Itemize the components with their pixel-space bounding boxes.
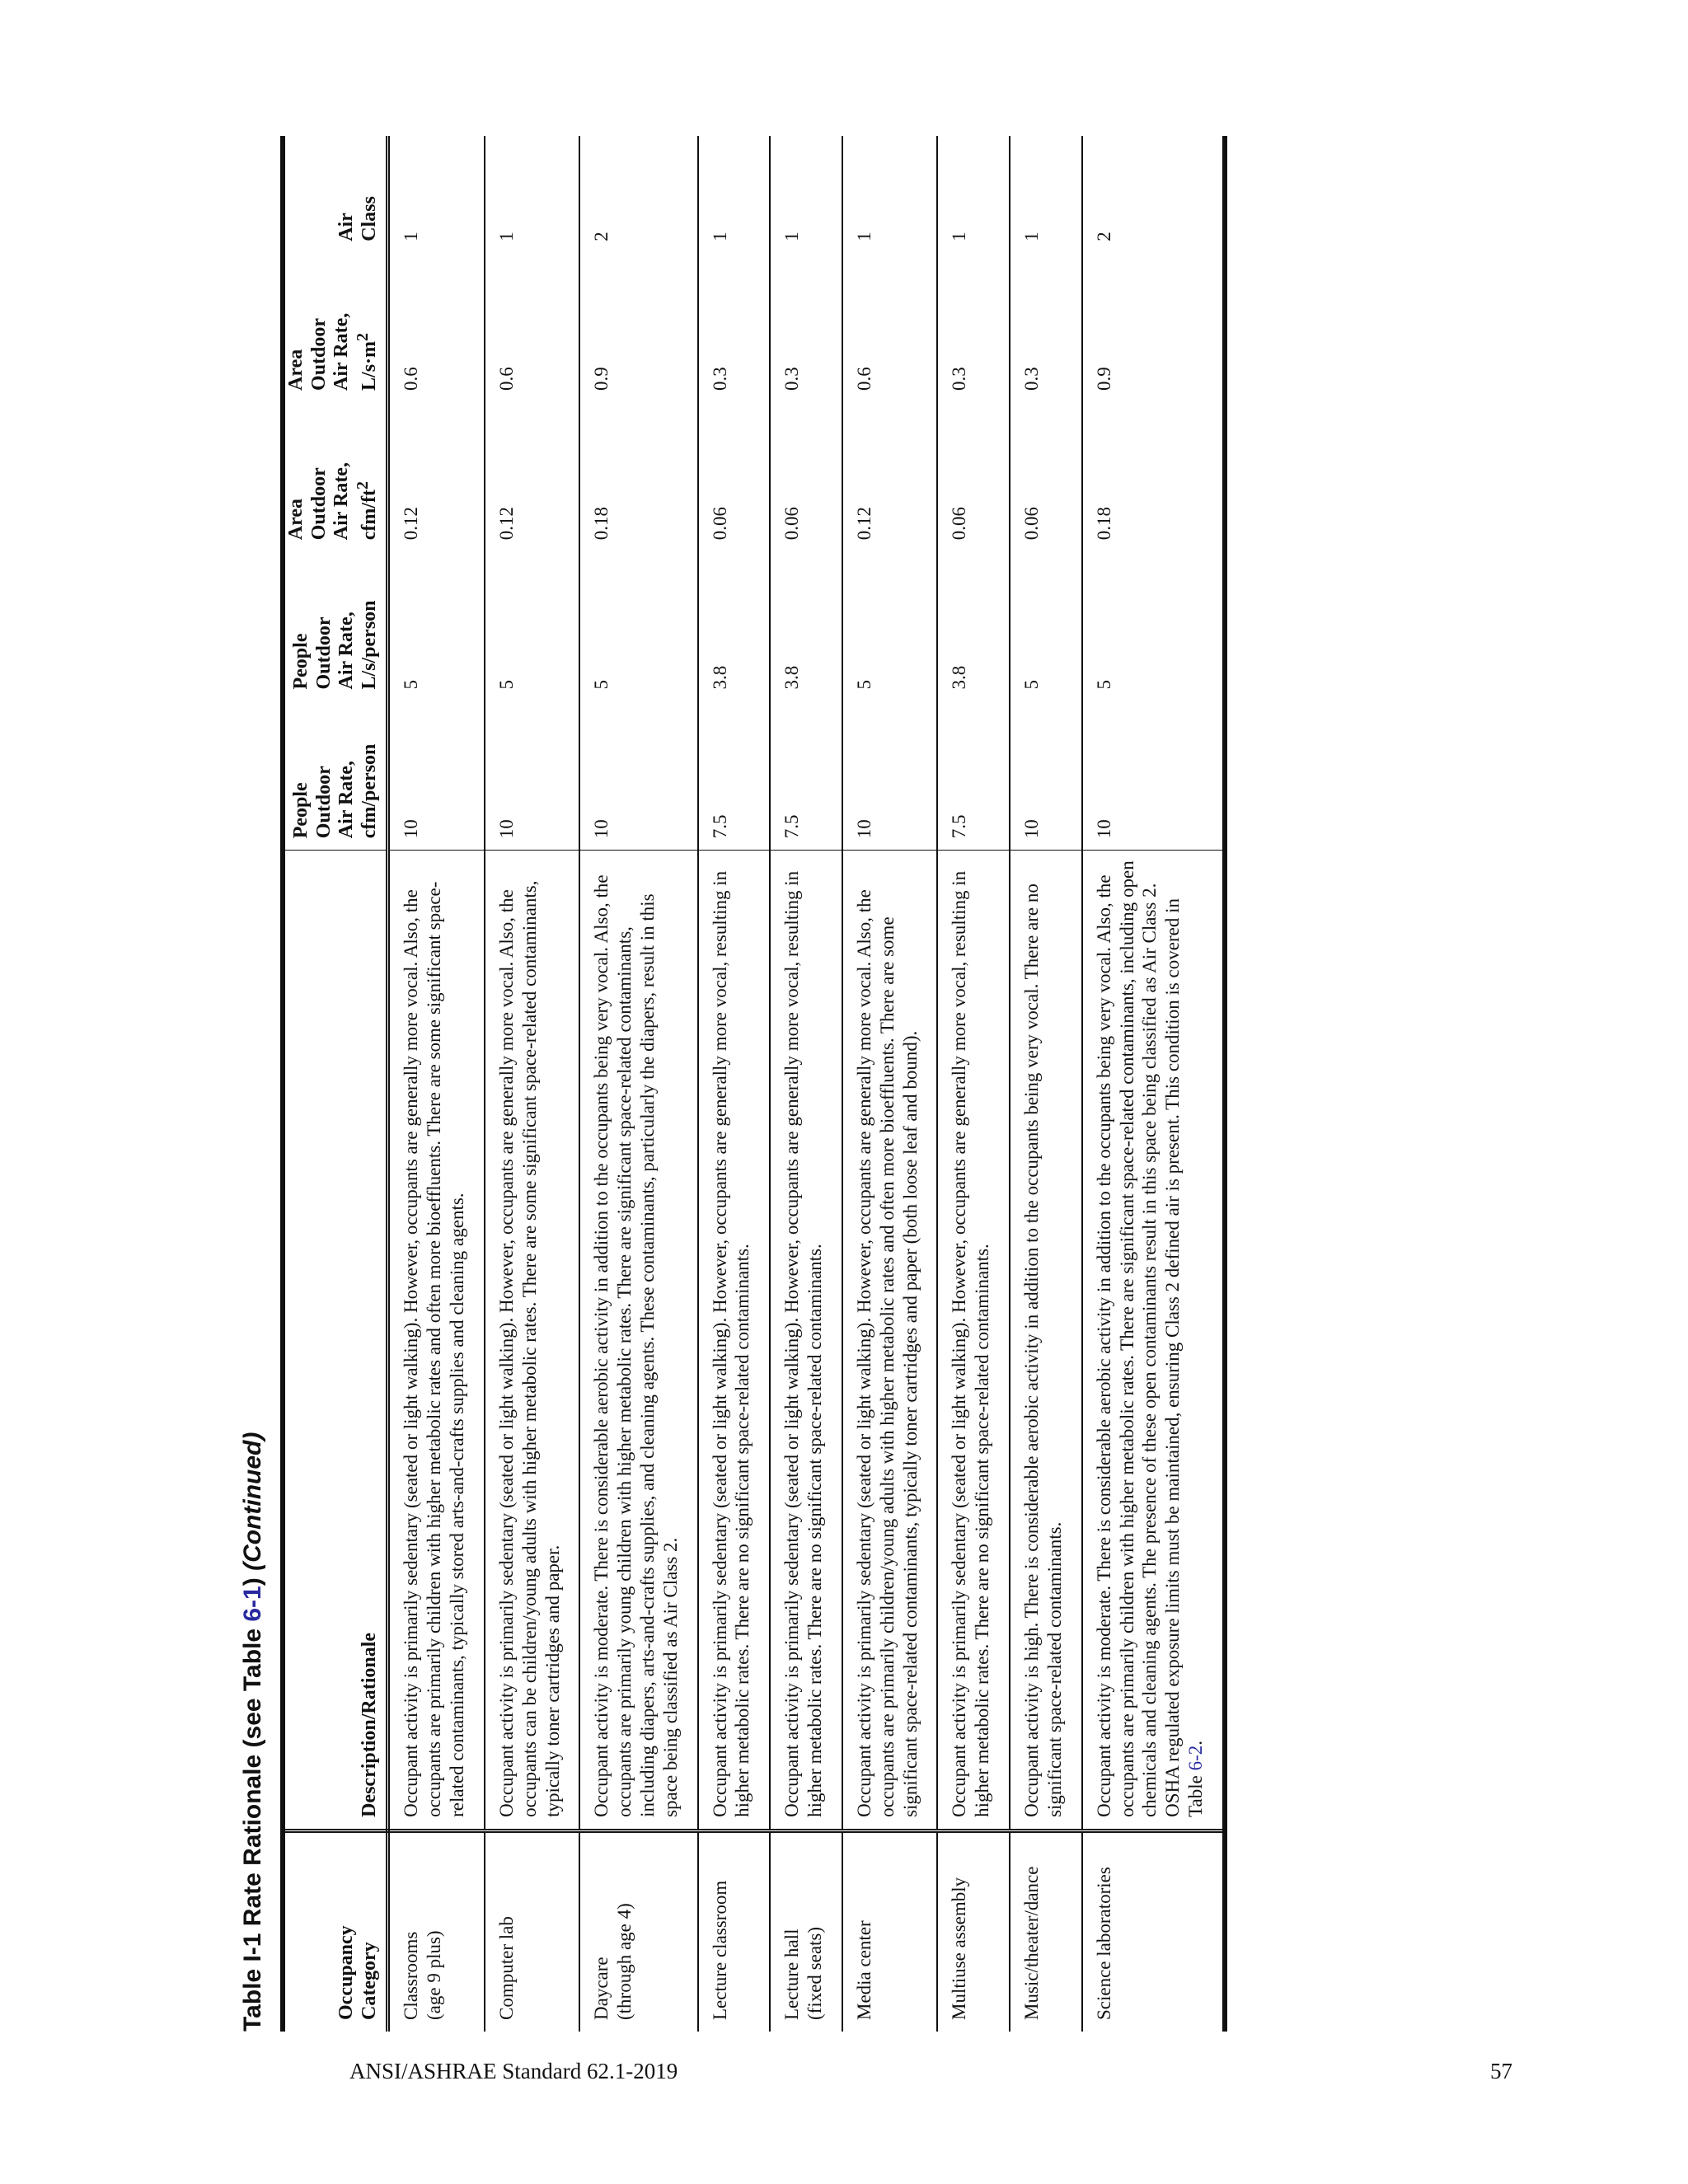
table-title (239, 1432, 267, 2032)
description-cell: Occupant activity is primarily sedentary (seated or light walking). However, occupants are generally more vocal. Also, the occupants can be children/young adults with higher metabolic rates. There are some significant space-related contaminants, typically toner cartridges and paper. (485, 851, 579, 1831)
people-ls-cell: 3.8 (781, 665, 803, 690)
people-cfm-cell: 10 (495, 819, 517, 839)
occupancy-category-cell: Multiuse assembly (937, 1830, 1010, 2032)
occupancy-category-cell: Lecture classroom (698, 1830, 771, 2032)
description-cell: Occupant activity is primarily sedentary (seated or light walking). However, occupants are generally more vocal, resulting in higher metabolic rates. There are no significant space-related contaminants. (770, 851, 842, 1831)
area-ls-cell: 0.6 (401, 367, 422, 391)
people-ls-cell: 5 (401, 680, 422, 690)
people-ls-cell: 5 (591, 680, 612, 690)
people-ls-cell: 5 (495, 680, 517, 690)
people-cfm-cell: 7.5 (949, 814, 970, 839)
people-cfm-cell: 10 (591, 819, 612, 839)
table-title-close: ) (239, 1577, 266, 1586)
area-cfm-cell: 0.12 (495, 506, 517, 541)
table-row-lecture-classroom (698, 136, 771, 2032)
page-number: 57 (1490, 2059, 1512, 2083)
occupancy-category-cell: Computer lab (485, 1830, 579, 2032)
people-ls-cell: 5 (1021, 680, 1043, 690)
occupancy-category-cell: Music/theater/dance (1010, 1830, 1082, 2032)
area-ls-cell: 0.3 (709, 367, 730, 391)
occupancy-category-cell: Science laboratories (1082, 1830, 1225, 2032)
table-row-multiuse-assembly (937, 136, 1010, 2032)
area-cfm-cell: 0.18 (591, 506, 612, 541)
area-cfm-cell: 0.06 (709, 506, 730, 541)
header-people-cfm: People Outdoor Air Rate, cfm/person (283, 701, 388, 851)
air-class-cell: 1 (949, 232, 970, 241)
description-cell: Occupant activity is primarily sedentary (seated or light walking). However, occupants are generally more vocal, resulting in higher metabolic rates. There are no significant space-related contaminants. (937, 851, 1010, 1831)
table-row-music-theater-dance (1010, 136, 1082, 2032)
air-class-cell: 1 (709, 232, 730, 241)
area-ls-cell: 0.3 (1021, 367, 1043, 391)
area-cfm-cell: 0.06 (781, 506, 803, 541)
air-class-cell: 1 (781, 232, 803, 241)
air-class-cell: 1 (401, 232, 422, 241)
table-6-1-link[interactable]: 6-1 (239, 1586, 266, 1622)
occupancy-category-cell: Lecture hall (fixed seats) (770, 1830, 842, 2032)
description-cell: Occupant activity is primarily sedentary (seated or light walking). However, occupants are generally more vocal, resulting in higher metabolic rates. There are no significant space-related contaminants. (698, 851, 771, 1831)
people-ls-cell: 3.8 (709, 665, 730, 690)
footer-standard-name: ANSI/ASHRAE Standard 62.1-2019 (349, 2059, 678, 2083)
description-cell: Occupant activity is moderate. There is considerable aerobic activity in addition to the occupants being very vocal. Also, the occupants are primarily young children with higher metabolic rates. There are significant space-related contaminants, including diapers, arts-and-crafts supplies, and cleaning agents. These contaminants, particularly the diapers, result in this space being classified as Air Class 2. (579, 851, 697, 1831)
header-occupancy-category: Occupancy Category (283, 1830, 388, 2032)
description-cell: Occupant activity is primarily sedentary (seated or light walking). However, occupants are generally more vocal. Also, the occupants are primarily children with higher metabolic rates and often more bioeffluents. There are some significant space-related contaminants, typically stored arts-and-crafts supplies and cleaning agents. (388, 851, 485, 1831)
people-cfm-cell: 10 (1021, 819, 1043, 839)
people-ls-cell: 3.8 (949, 665, 970, 690)
rotated-table-block (239, 136, 1409, 2032)
air-class-cell: 1 (853, 232, 874, 241)
table-title-label: Table I-1 Rate Rationale (see Table (239, 1621, 266, 2032)
area-ls-cell: 0.9 (591, 367, 612, 391)
people-cfm-cell: 7.5 (709, 814, 730, 839)
area-cfm-cell: 0.12 (853, 506, 874, 541)
header-row (283, 136, 388, 2032)
area-ls-cell: 0.6 (853, 367, 874, 391)
area-cfm-cell: 0.06 (949, 506, 970, 541)
description-cell: Occupant activity is moderate. There is considerable aerobic activity in addition to the occupants being very vocal. Also, the occupants are primarily children with higher metabolic rates. There are significant space-related contaminants, including open chemicals and cleaning agents. The presence of these open contaminants result in this space being classified as Air Class 2. OSHA regulated exposure limits must be maintained, ensuring Class 2 defined air is present. This condition is covered in Table 6-2. (1082, 851, 1225, 1831)
table-row-media-center (842, 136, 937, 2032)
occupancy-category-cell: Media center (842, 1830, 937, 2032)
area-ls-cell: 0.9 (1093, 367, 1114, 391)
table-row-lecture-hall (770, 136, 842, 2032)
area-ls-cell: 0.6 (495, 367, 517, 391)
header-description: Description/Rationale (283, 851, 388, 1831)
people-cfm-cell: 7.5 (781, 814, 803, 839)
table-row-computer-lab (485, 136, 579, 2032)
air-class-cell: 2 (591, 232, 612, 241)
header-area-cfm: Area Outdoor Air Rate, cfm/$ft^2$ (283, 402, 388, 551)
air-class-cell: 1 (1021, 232, 1043, 241)
header-area-ls: Area Outdoor Air Rate, $L/s\cdot m^2$ (283, 253, 388, 402)
occupancy-category-cell: Daycare (through age 4) (579, 1830, 697, 2032)
occupancy-category-cell: Classrooms (age 9 plus) (388, 1830, 485, 2032)
air-class-cell: 1 (495, 232, 517, 241)
people-cfm-cell: 10 (401, 819, 422, 839)
people-cfm-cell: 10 (1093, 819, 1114, 839)
table-row-classrooms (388, 136, 485, 2032)
people-ls-cell: 5 (853, 680, 874, 690)
area-cfm-cell: 0.18 (1093, 506, 1114, 541)
area-cfm-cell: 0.06 (1021, 506, 1043, 541)
description-cell: Occupant activity is primarily sedentary (seated or light walking). However, occupants are generally more vocal. Also, the occupants are primarily children/young adults with higher metabolic rates and often more bioeffluents. There are some significant space-related contaminants, typically toner cartridges and paper (both loose leaf and bound). (842, 851, 937, 1831)
table-row-daycare (579, 136, 697, 2032)
table-row-science-laboratories (1082, 136, 1225, 2032)
header-air-class: Air Class (283, 136, 388, 253)
people-cfm-cell: 10 (853, 819, 874, 839)
area-cfm-cell: 0.12 (401, 506, 422, 541)
rate-rationale-table (280, 136, 1227, 2032)
description-cell: Occupant activity is high. There is considerable aerobic activity in addition to the occupants being very vocal. There are no significant space-related contaminants. (1010, 851, 1082, 1831)
people-ls-cell: 5 (1093, 680, 1114, 690)
table-title-continued: (Continued) (239, 1432, 266, 1571)
air-class-cell: 2 (1093, 232, 1114, 241)
header-people-ls: People Outdoor Air Rate, L/s/person (283, 551, 388, 701)
area-ls-cell: 0.3 (949, 367, 970, 391)
table-6-2-link[interactable]: 6-2 (1185, 1745, 1207, 1771)
area-ls-cell: 0.3 (781, 367, 803, 391)
